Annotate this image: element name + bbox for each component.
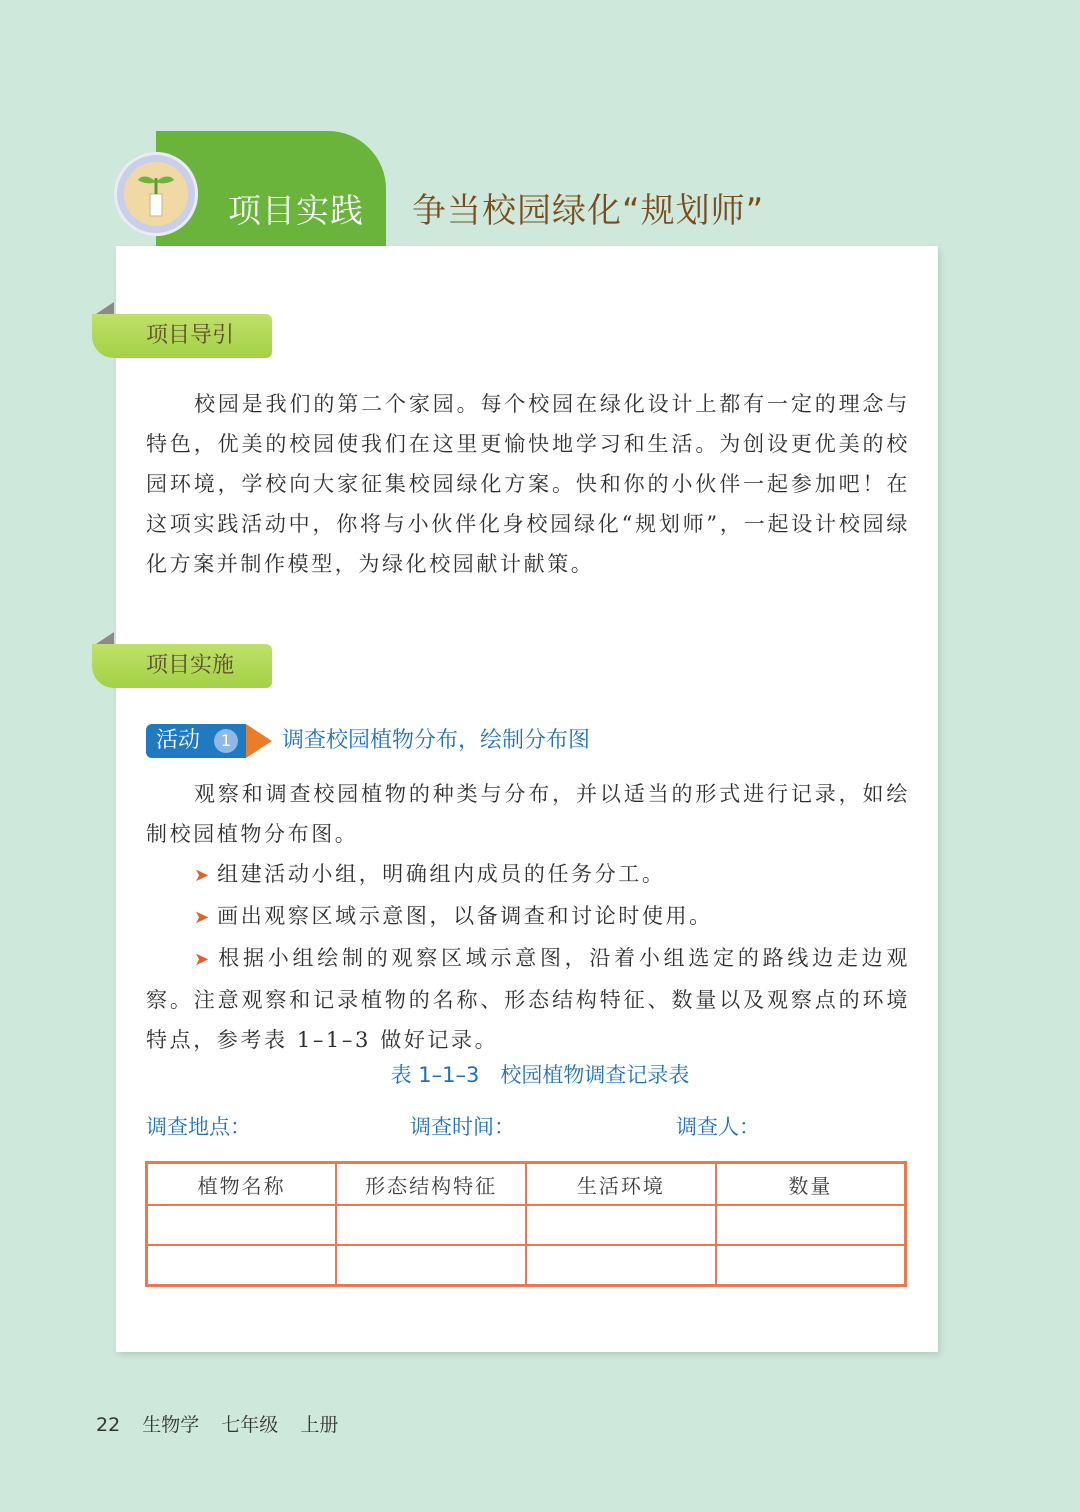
table-cell: [336, 1245, 526, 1286]
bullet-arrow-icon: ➤: [194, 949, 210, 970]
table-cell: [526, 1205, 716, 1245]
table-header-cell: 生活环境: [526, 1163, 716, 1206]
activity-title: 调查校园植物分布，绘制分布图: [282, 728, 591, 753]
survey-location-label: 调查地点：: [146, 1115, 251, 1139]
survey-table: [145, 1161, 907, 1287]
table-row: [147, 1245, 906, 1286]
page-title: 争当校园绿化“规划师”: [412, 191, 765, 231]
bullet-item: [146, 896, 910, 938]
table-cell: [716, 1245, 906, 1286]
sprout-icon: [114, 152, 198, 236]
table-header-cell: 形态结构特征: [336, 1163, 526, 1206]
table-cell: [526, 1245, 716, 1286]
surveyor-label: 调查人：: [676, 1115, 760, 1139]
table-row: [147, 1205, 906, 1245]
bullet-text: 根据小组绘制的观察区域示意图，沿着小组选定的路线边走边观察。注意观察和记录植物的名称、形态结构特征、数量以及观察点的环境特点，参考表 1–1–3 做好记录。: [146, 946, 910, 1052]
footer-grade: 七年级: [221, 1414, 279, 1436]
bullet-item: [146, 854, 910, 896]
section-badge: [114, 152, 198, 236]
table-cell: [336, 1205, 526, 1245]
bullet-text: 画出观察区域示意图，以备调查和讨论时使用。: [217, 904, 713, 928]
table-header-row: [147, 1163, 906, 1206]
activity-label: 活动: [156, 728, 201, 753]
bullet-arrow-icon: ➤: [194, 907, 210, 928]
bullet-arrow-icon: ➤: [194, 865, 210, 886]
section-label: 项目实践: [228, 191, 364, 230]
activity-arrow-icon: [246, 724, 272, 758]
guide-heading: 项目导引: [146, 323, 235, 348]
table-cell: [147, 1205, 337, 1245]
table-header-cell: 植物名称: [147, 1163, 337, 1206]
activity-number: 1: [214, 729, 238, 753]
implementation-heading: 项目实施: [146, 653, 235, 678]
guide-text: 校园是我们的第二个家园。每个校园在绿化设计上都有一定的理念与特色，优美的校园使我们在这里更愉快地学习和生活。为创设更优美的校园环境，学校向大家征集校园绿化方案。快和你的小伙伴一起参加吧！在这项实践活动中，你将与小伙伴化身校园绿化“规划师”，一起设计校园绿化方案并制作模型，为绿化校园献计献策。: [146, 392, 910, 576]
bullet-text: 组建活动小组，明确组内成员的任务分工。: [217, 862, 666, 886]
guide-heading-tab: [92, 314, 272, 358]
table-cell: [716, 1205, 906, 1245]
guide-paragraph: [146, 384, 910, 584]
implementation-heading-tab: [92, 644, 272, 688]
footer-volume: 上册: [300, 1414, 339, 1436]
bullet-item: [146, 938, 910, 1060]
page-number: 22: [96, 1414, 121, 1436]
activity-body: [146, 774, 910, 1060]
activity-pill: [146, 724, 246, 758]
table-caption: 表 1–1–3 校园植物调查记录表: [390, 1063, 690, 1087]
footer-subject: 生物学: [142, 1414, 200, 1436]
table-header-cell: 数量: [716, 1163, 906, 1206]
activity-intro: 观察和调查校园植物的种类与分布，并以适当的形式进行记录，如绘制校园植物分布图。: [146, 782, 910, 846]
survey-time-label: 调查时间：: [410, 1115, 515, 1139]
page-footer: [96, 1410, 354, 1440]
table-cell: [147, 1245, 337, 1286]
